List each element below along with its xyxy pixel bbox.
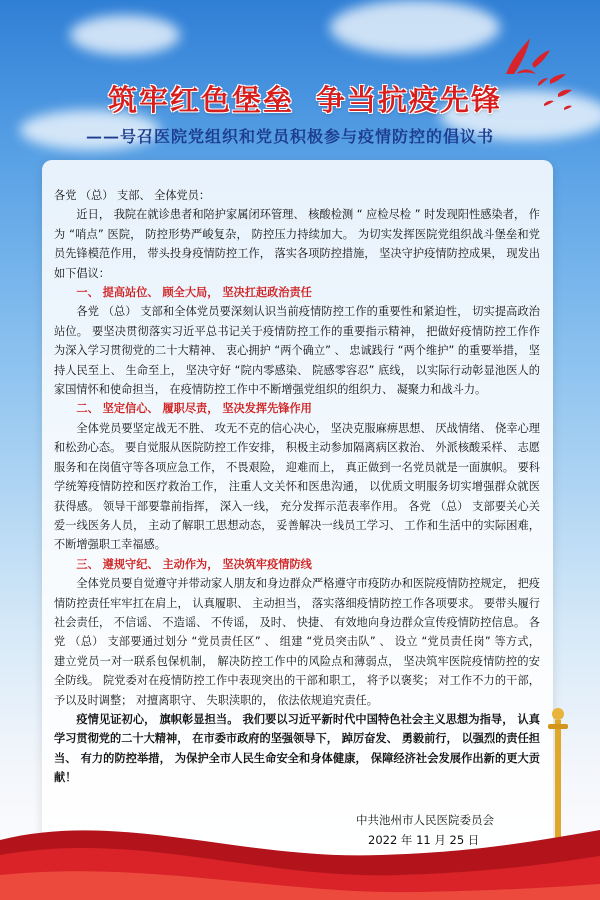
signature-date: 2022 年 11 月 25 日: [368, 833, 480, 847]
paragraph-section-3: 全体党员要自觉遵守并带动家人朋友和身边群众严格遵守市疫防办和医院疫情防控规定， 把疫情防控责任牢牢扛在肩上， 认真履职、 主动担当， 落实落细疫情防控工作各项要求。 要带头履行社会责任， 不信谣、 不造谣、 不传谣， 及时、 快捷、 有效地向身边群众宣传疫情防控信息。 各党 （总） 支部要通过划分 “党员责任区” 、 组建 “党员突击队” 、 设立 “党员责任岗” 等方式， 建立党员一对一联系包保机制， 解决防控工作中的风险点和薄弱点， 坚决筑牢医院疫情防控的安全防线。 院党委对在疫情防控工作中表现突出的干部和职工， 将予以褒奖； 对工作不力的干部， 予以及时调整； 对擅离职守、 失职渎职的， 依法依规追究责任。: [54, 577, 540, 707]
title-part-1: 筑牢红色堡垒: [108, 83, 295, 117]
paragraph-section-1: 各党 （总） 支部和全体党员要深刻认识当前疫情防控工作的重要性和紧迫性， 切实提高政治站位。 要坚决贯彻落实习近平总书记关于疫情防控工作的重要指示精神， 把做好疫情防控工作作为深入学习贯彻党的二十大精神、 衷心拥护 “两个确立” 、 忠诚践行 “两个维护” 的重要举措， 坚持人民至上、 生命至上， 坚决守好 “院内零感染、 院感零容忍” 底线， 以实际行动彰显池医人的家国情怀和使命担当， 在疫情防控工作中不断增强党组织的组织力、 凝聚力和战斗力。: [54, 305, 540, 397]
section-heading-2: 二、 坚定信心、 履职尽责， 坚决发挥先锋作用: [76, 402, 312, 416]
red-ribbon-decoration: [0, 800, 600, 900]
paragraph-closing: 疫情见证初心， 旗帜彰显担当。 我们要以习近平新时代中国特色社会主义思想为指导， 认真学习贯彻党的二十大精神， 在市委市政府的坚强领导下， 踔厉奋发、 勇毅前行， 以强烈的责任担当、 有力的防控举措， 为保护全市人民生命安全和身体健康， 保障经济社会发展作出新的更大贡献！: [54, 712, 540, 785]
paragraph-intro: 近日， 我院在就诊患者和陪护家属闭环管理、 核酸检测 “ 应检尽检 ” 时发现阳性感染者， 作为 “哨点” 医院， 防控形势严峻复杂， 防控压力持续加大。 为切实发挥医院党组织战斗堡垒和党员先锋模范作用， 带头投身疫情防控工作， 落实各项防控措施， 坚决守护疫情防控成果， 现发出如下倡议：: [54, 208, 540, 280]
section-heading-3: 三、 遵规守纪、 主动作为， 坚决筑牢疫情防线: [76, 557, 312, 571]
cloud-decoration: [70, 15, 180, 55]
poster-title: [108, 78, 528, 119]
paragraph-section-2: 全体党员要坚定战无不胜、 攻无不克的信心决心， 坚决克服麻痹思想、 厌战情绪、 侥幸心理和松劲心态。 要自觉服从医院防控工作安排， 积极主动参加隔离病区救治、 外派核酸采样、 志愿服务和在岗值守等各项应急工作， 不畏艰险， 迎难而上， 真正做到一名党员就是一面旗帜。 要科学统筹疫情防控和医疗救治工作， 注重人文关怀和医患沟通， 以优质文明服务切实增强群众就医获得感。 领导干部要靠前指挥， 深入一线， 充分发挥示范表率作用。 各党 （总） 支部要关心关爱一线医务人员， 主动了解职工思想动态， 妥善解决一线员工学习、 工作和生活中的实际困难， 不断增强职工幸福感。: [54, 421, 540, 552]
cloud-decoration: [330, 0, 500, 55]
letter-body: [54, 186, 540, 788]
signature-org: 中共池州市人民医院委员会: [356, 813, 494, 827]
salutation: 各党 （总） 支部、 全体党员：: [54, 189, 211, 202]
poster-subtitle: ——号召医院党组织和党员积极参与疫情防控的倡议书: [86, 127, 495, 146]
section-heading-1: 一、 提高站位、 顾全大局， 坚决扛起政治责任: [76, 286, 312, 300]
title-part-2: 争当抗疫先锋: [316, 83, 503, 117]
